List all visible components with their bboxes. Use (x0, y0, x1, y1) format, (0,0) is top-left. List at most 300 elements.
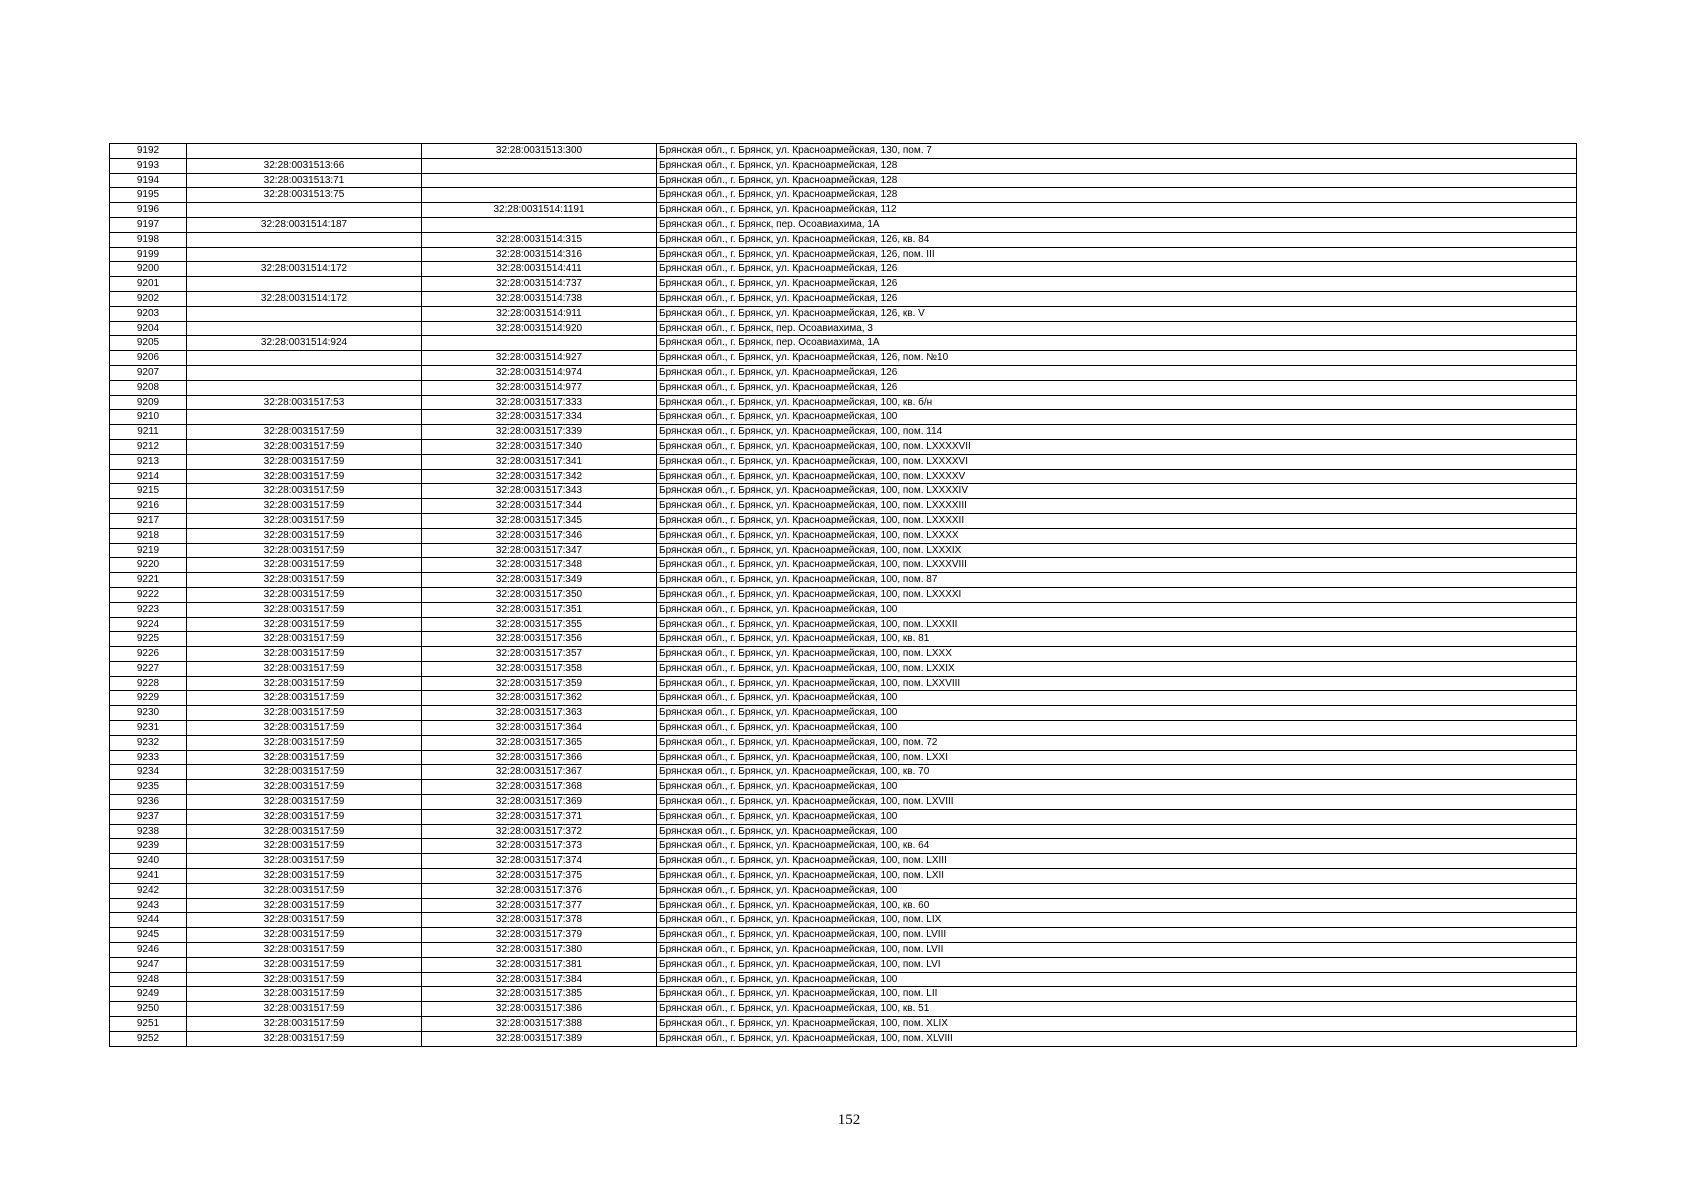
table-row (110, 898, 1577, 913)
parent-cadastral-number-cell (187, 277, 422, 292)
table-row (110, 1031, 1577, 1046)
object-cadastral-number-cell: 32:28:0031517:378 (422, 913, 657, 928)
parent-cadastral-number-cell: 32:28:0031517:59 (187, 913, 422, 928)
parent-cadastral-number-cell: 32:28:0031517:59 (187, 1017, 422, 1032)
address-cell: Брянская обл., г. Брянск, ул. Красноармейская, 126 (657, 277, 1577, 292)
parent-cadastral-number-cell: 32:28:0031517:59 (187, 647, 422, 662)
address-cell: Брянская обл., г. Брянск, ул. Красноармейская, 126, пом. №10 (657, 351, 1577, 366)
table-row (110, 499, 1577, 514)
address-cell: Брянская обл., г. Брянск, ул. Красноармейская, 100, пом. LXXXXVII (657, 439, 1577, 454)
parent-cadastral-number-cell: 32:28:0031517:59 (187, 602, 422, 617)
table-row (110, 661, 1577, 676)
row-number-cell: 9206 (110, 351, 187, 366)
row-number-cell: 9218 (110, 528, 187, 543)
row-number-cell: 9205 (110, 336, 187, 351)
object-cadastral-number-cell: 32:28:0031513:300 (422, 144, 657, 159)
object-cadastral-number-cell: 32:28:0031517:362 (422, 691, 657, 706)
object-cadastral-number-cell: 32:28:0031517:377 (422, 898, 657, 913)
parent-cadastral-number-cell: 32:28:0031517:59 (187, 528, 422, 543)
address-cell: Брянская обл., г. Брянск, ул. Красноармейская, 100 (657, 602, 1577, 617)
object-cadastral-number-cell: 32:28:0031517:385 (422, 987, 657, 1002)
object-cadastral-number-cell (422, 217, 657, 232)
table-row (110, 528, 1577, 543)
object-cadastral-number-cell: 32:28:0031517:366 (422, 750, 657, 765)
table-row (110, 602, 1577, 617)
object-cadastral-number-cell: 32:28:0031517:380 (422, 943, 657, 958)
row-number-cell: 9198 (110, 232, 187, 247)
table-row (110, 262, 1577, 277)
table-row (110, 795, 1577, 810)
parent-cadastral-number-cell: 32:28:0031517:59 (187, 869, 422, 884)
object-cadastral-number-cell: 32:28:0031517:340 (422, 439, 657, 454)
row-number-cell: 9200 (110, 262, 187, 277)
table-row (110, 824, 1577, 839)
row-number-cell: 9240 (110, 854, 187, 869)
address-cell: Брянская обл., г. Брянск, ул. Красноармейская, 100, кв. 70 (657, 765, 1577, 780)
row-number-cell: 9227 (110, 661, 187, 676)
table-row (110, 943, 1577, 958)
object-cadastral-number-cell: 32:28:0031517:373 (422, 839, 657, 854)
address-cell: Брянская обл., г. Брянск, ул. Красноармейская, 100, пом. LXXXXIII (657, 499, 1577, 514)
registry-sheet (109, 143, 1576, 1047)
parent-cadastral-number-cell: 32:28:0031517:59 (187, 1031, 422, 1046)
row-number-cell: 9193 (110, 158, 187, 173)
table-row (110, 336, 1577, 351)
object-cadastral-number-cell: 32:28:0031517:376 (422, 883, 657, 898)
object-cadastral-number-cell (422, 188, 657, 203)
parent-cadastral-number-cell: 32:28:0031517:59 (187, 632, 422, 647)
address-cell: Брянская обл., г. Брянск, ул. Красноармейская, 100, кв. 81 (657, 632, 1577, 647)
table-row (110, 1002, 1577, 1017)
row-number-cell: 9199 (110, 247, 187, 262)
object-cadastral-number-cell: 32:28:0031517:356 (422, 632, 657, 647)
object-cadastral-number-cell: 32:28:0031517:348 (422, 558, 657, 573)
table-row (110, 144, 1577, 159)
table-row (110, 277, 1577, 292)
object-cadastral-number-cell: 32:28:0031517:364 (422, 721, 657, 736)
address-cell: Брянская обл., г. Брянск, ул. Красноармейская, 100, пом. LXXXII (657, 617, 1577, 632)
address-cell: Брянская обл., г. Брянск, пер. Осоавиахима, 3 (657, 321, 1577, 336)
address-cell: Брянская обл., г. Брянск, ул. Красноармейская, 100, кв. б/н (657, 395, 1577, 410)
table-row (110, 351, 1577, 366)
table-row (110, 439, 1577, 454)
object-cadastral-number-cell: 32:28:0031517:339 (422, 425, 657, 440)
row-number-cell: 9234 (110, 765, 187, 780)
registry-table-body (110, 144, 1577, 1047)
row-number-cell: 9244 (110, 913, 187, 928)
row-number-cell: 9236 (110, 795, 187, 810)
parent-cadastral-number-cell: 32:28:0031517:59 (187, 454, 422, 469)
table-row (110, 173, 1577, 188)
address-cell: Брянская обл., г. Брянск, ул. Красноармейская, 128 (657, 158, 1577, 173)
object-cadastral-number-cell: 32:28:0031517:343 (422, 484, 657, 499)
parent-cadastral-number-cell: 32:28:0031514:187 (187, 217, 422, 232)
row-number-cell: 9248 (110, 972, 187, 987)
row-number-cell: 9216 (110, 499, 187, 514)
parent-cadastral-number-cell: 32:28:0031517:59 (187, 795, 422, 810)
parent-cadastral-number-cell: 32:28:0031513:66 (187, 158, 422, 173)
row-number-cell: 9208 (110, 380, 187, 395)
row-number-cell: 9209 (110, 395, 187, 410)
object-cadastral-number-cell: 32:28:0031514:737 (422, 277, 657, 292)
table-row (110, 188, 1577, 203)
object-cadastral-number-cell: 32:28:0031517:367 (422, 765, 657, 780)
object-cadastral-number-cell: 32:28:0031517:349 (422, 573, 657, 588)
object-cadastral-number-cell: 32:28:0031517:345 (422, 513, 657, 528)
table-row (110, 203, 1577, 218)
object-cadastral-number-cell: 32:28:0031517:350 (422, 587, 657, 602)
table-row (110, 513, 1577, 528)
table-row (110, 291, 1577, 306)
row-number-cell: 9202 (110, 291, 187, 306)
table-row (110, 158, 1577, 173)
row-number-cell: 9204 (110, 321, 187, 336)
object-cadastral-number-cell: 32:28:0031517:386 (422, 1002, 657, 1017)
row-number-cell: 9228 (110, 676, 187, 691)
table-row (110, 647, 1577, 662)
parent-cadastral-number-cell: 32:28:0031517:59 (187, 513, 422, 528)
address-cell: Брянская обл., г. Брянск, ул. Красноармейская, 100, пом. LXXXXI (657, 587, 1577, 602)
address-cell: Брянская обл., г. Брянск, ул. Красноармейская, 126, кв. V (657, 306, 1577, 321)
object-cadastral-number-cell: 32:28:0031517:381 (422, 957, 657, 972)
address-cell: Брянская обл., г. Брянск, пер. Осоавиахима, 1А (657, 217, 1577, 232)
row-number-cell: 9226 (110, 647, 187, 662)
address-cell: Брянская обл., г. Брянск, ул. Красноармейская, 126 (657, 291, 1577, 306)
object-cadastral-number-cell: 32:28:0031517:379 (422, 928, 657, 943)
object-cadastral-number-cell: 32:28:0031517:342 (422, 469, 657, 484)
object-cadastral-number-cell: 32:28:0031517:372 (422, 824, 657, 839)
object-cadastral-number-cell: 32:28:0031517:346 (422, 528, 657, 543)
parent-cadastral-number-cell: 32:28:0031517:59 (187, 587, 422, 602)
parent-cadastral-number-cell: 32:28:0031517:59 (187, 883, 422, 898)
parent-cadastral-number-cell: 32:28:0031517:59 (187, 573, 422, 588)
table-row (110, 1017, 1577, 1032)
registry-table (109, 143, 1577, 1047)
row-number-cell: 9237 (110, 809, 187, 824)
table-row (110, 410, 1577, 425)
object-cadastral-number-cell: 32:28:0031517:359 (422, 676, 657, 691)
table-row (110, 306, 1577, 321)
parent-cadastral-number-cell: 32:28:0031517:59 (187, 425, 422, 440)
row-number-cell: 9245 (110, 928, 187, 943)
parent-cadastral-number-cell (187, 351, 422, 366)
parent-cadastral-number-cell: 32:28:0031514:172 (187, 291, 422, 306)
row-number-cell: 9210 (110, 410, 187, 425)
row-number-cell: 9203 (110, 306, 187, 321)
object-cadastral-number-cell: 32:28:0031517:347 (422, 543, 657, 558)
row-number-cell: 9215 (110, 484, 187, 499)
address-cell: Брянская обл., г. Брянск, ул. Красноармейская, 100, пом. LXXX (657, 647, 1577, 662)
object-cadastral-number-cell: 32:28:0031514:738 (422, 291, 657, 306)
parent-cadastral-number-cell: 32:28:0031513:75 (187, 188, 422, 203)
address-cell: Брянская обл., г. Брянск, ул. Красноармейская, 100, кв. 64 (657, 839, 1577, 854)
table-row (110, 854, 1577, 869)
row-number-cell: 9223 (110, 602, 187, 617)
address-cell: Брянская обл., г. Брянск, ул. Красноармейская, 100, пом. LXXXIX (657, 543, 1577, 558)
row-number-cell: 9252 (110, 1031, 187, 1046)
address-cell: Брянская обл., г. Брянск, ул. Красноармейская, 126 (657, 262, 1577, 277)
row-number-cell: 9247 (110, 957, 187, 972)
address-cell: Брянская обл., г. Брянск, ул. Красноармейская, 100, пом. LXII (657, 869, 1577, 884)
row-number-cell: 9251 (110, 1017, 187, 1032)
object-cadastral-number-cell (422, 158, 657, 173)
object-cadastral-number-cell: 32:28:0031517:333 (422, 395, 657, 410)
object-cadastral-number-cell: 32:28:0031517:357 (422, 647, 657, 662)
object-cadastral-number-cell: 32:28:0031517:375 (422, 869, 657, 884)
table-row (110, 425, 1577, 440)
row-number-cell: 9250 (110, 1002, 187, 1017)
object-cadastral-number-cell: 32:28:0031514:411 (422, 262, 657, 277)
row-number-cell: 9212 (110, 439, 187, 454)
object-cadastral-number-cell: 32:28:0031514:911 (422, 306, 657, 321)
table-row (110, 721, 1577, 736)
object-cadastral-number-cell: 32:28:0031517:344 (422, 499, 657, 514)
table-row (110, 735, 1577, 750)
address-cell: Брянская обл., г. Брянск, пер. Осоавиахима, 1А (657, 336, 1577, 351)
parent-cadastral-number-cell: 32:28:0031517:59 (187, 765, 422, 780)
parent-cadastral-number-cell: 32:28:0031517:59 (187, 676, 422, 691)
table-row (110, 869, 1577, 884)
parent-cadastral-number-cell: 32:28:0031517:53 (187, 395, 422, 410)
table-row (110, 928, 1577, 943)
row-number-cell: 9239 (110, 839, 187, 854)
parent-cadastral-number-cell (187, 247, 422, 262)
row-number-cell: 9217 (110, 513, 187, 528)
parent-cadastral-number-cell: 32:28:0031517:59 (187, 824, 422, 839)
address-cell: Брянская обл., г. Брянск, ул. Красноармейская, 100 (657, 972, 1577, 987)
parent-cadastral-number-cell: 32:28:0031517:59 (187, 484, 422, 499)
row-number-cell: 9219 (110, 543, 187, 558)
address-cell: Брянская обл., г. Брянск, ул. Красноармейская, 128 (657, 188, 1577, 203)
row-number-cell: 9194 (110, 173, 187, 188)
address-cell: Брянская обл., г. Брянск, ул. Красноармейская, 100, кв. 51 (657, 1002, 1577, 1017)
table-row (110, 247, 1577, 262)
row-number-cell: 9195 (110, 188, 187, 203)
address-cell: Брянская обл., г. Брянск, ул. Красноармейская, 100, пом. XLIX (657, 1017, 1577, 1032)
table-row (110, 839, 1577, 854)
address-cell: Брянская обл., г. Брянск, ул. Красноармейская, 100, пом. LVI (657, 957, 1577, 972)
object-cadastral-number-cell (422, 173, 657, 188)
row-number-cell: 9243 (110, 898, 187, 913)
address-cell: Брянская обл., г. Брянск, ул. Красноармейская, 100, пом. LXXXXV (657, 469, 1577, 484)
table-row (110, 484, 1577, 499)
row-number-cell: 9196 (110, 203, 187, 218)
address-cell: Брянская обл., г. Брянск, ул. Красноармейская, 126 (657, 365, 1577, 380)
parent-cadastral-number-cell (187, 203, 422, 218)
parent-cadastral-number-cell: 32:28:0031517:59 (187, 721, 422, 736)
row-number-cell: 9214 (110, 469, 187, 484)
address-cell: Брянская обл., г. Брянск, ул. Красноармейская, 100, пом. LXXIX (657, 661, 1577, 676)
object-cadastral-number-cell: 32:28:0031514:974 (422, 365, 657, 380)
object-cadastral-number-cell: 32:28:0031517:384 (422, 972, 657, 987)
table-row (110, 780, 1577, 795)
parent-cadastral-number-cell: 32:28:0031517:59 (187, 957, 422, 972)
parent-cadastral-number-cell: 32:28:0031517:59 (187, 987, 422, 1002)
parent-cadastral-number-cell (187, 232, 422, 247)
row-number-cell: 9235 (110, 780, 187, 795)
table-row (110, 913, 1577, 928)
table-row (110, 632, 1577, 647)
address-cell: Брянская обл., г. Брянск, ул. Красноармейская, 130, пом. 7 (657, 144, 1577, 159)
parent-cadastral-number-cell: 32:28:0031514:924 (187, 336, 422, 351)
row-number-cell: 9207 (110, 365, 187, 380)
object-cadastral-number-cell: 32:28:0031517:334 (422, 410, 657, 425)
address-cell: Брянская обл., г. Брянск, ул. Красноармейская, 100 (657, 883, 1577, 898)
object-cadastral-number-cell: 32:28:0031514:927 (422, 351, 657, 366)
table-row (110, 543, 1577, 558)
address-cell: Брянская обл., г. Брянск, ул. Красноармейская, 100 (657, 780, 1577, 795)
object-cadastral-number-cell: 32:28:0031517:363 (422, 706, 657, 721)
parent-cadastral-number-cell: 32:28:0031517:59 (187, 499, 422, 514)
address-cell: Брянская обл., г. Брянск, ул. Красноармейская, 100, пом. LXVIII (657, 795, 1577, 810)
table-row (110, 617, 1577, 632)
table-row (110, 809, 1577, 824)
row-number-cell: 9221 (110, 573, 187, 588)
parent-cadastral-number-cell: 32:28:0031517:59 (187, 854, 422, 869)
address-cell: Брянская обл., г. Брянск, ул. Красноармейская, 112 (657, 203, 1577, 218)
table-row (110, 706, 1577, 721)
parent-cadastral-number-cell: 32:28:0031517:59 (187, 617, 422, 632)
address-cell: Брянская обл., г. Брянск, ул. Красноармейская, 100, пом. LXIII (657, 854, 1577, 869)
object-cadastral-number-cell: 32:28:0031514:1191 (422, 203, 657, 218)
table-row (110, 365, 1577, 380)
object-cadastral-number-cell: 32:28:0031517:365 (422, 735, 657, 750)
parent-cadastral-number-cell (187, 365, 422, 380)
table-row (110, 469, 1577, 484)
address-cell: Брянская обл., г. Брянск, ул. Красноармейская, 100, пом. LXXXX (657, 528, 1577, 543)
object-cadastral-number-cell: 32:28:0031514:977 (422, 380, 657, 395)
table-row (110, 883, 1577, 898)
object-cadastral-number-cell: 32:28:0031517:358 (422, 661, 657, 676)
address-cell: Брянская обл., г. Брянск, ул. Красноармейская, 100, пом. LIX (657, 913, 1577, 928)
row-number-cell: 9222 (110, 587, 187, 602)
object-cadastral-number-cell: 32:28:0031514:315 (422, 232, 657, 247)
row-number-cell: 9213 (110, 454, 187, 469)
table-row (110, 321, 1577, 336)
object-cadastral-number-cell: 32:28:0031514:920 (422, 321, 657, 336)
parent-cadastral-number-cell: 32:28:0031517:59 (187, 780, 422, 795)
row-number-cell: 9231 (110, 721, 187, 736)
address-cell: Брянская обл., г. Брянск, ул. Красноармейская, 100 (657, 824, 1577, 839)
address-cell: Брянская обл., г. Брянск, ул. Красноармейская, 100, пом. 114 (657, 425, 1577, 440)
table-row (110, 380, 1577, 395)
address-cell: Брянская обл., г. Брянск, ул. Красноармейская, 100 (657, 721, 1577, 736)
object-cadastral-number-cell: 32:28:0031517:351 (422, 602, 657, 617)
address-cell: Брянская обл., г. Брянск, ул. Красноармейская, 100, пом. LXXXVIII (657, 558, 1577, 573)
address-cell: Брянская обл., г. Брянск, ул. Красноармейская, 100, пом. LXXXXIV (657, 484, 1577, 499)
parent-cadastral-number-cell: 32:28:0031517:59 (187, 750, 422, 765)
address-cell: Брянская обл., г. Брянск, ул. Красноармейская, 100, пом. LVII (657, 943, 1577, 958)
row-number-cell: 9220 (110, 558, 187, 573)
table-row (110, 587, 1577, 602)
table-row (110, 573, 1577, 588)
object-cadastral-number-cell: 32:28:0031517:371 (422, 809, 657, 824)
parent-cadastral-number-cell: 32:28:0031517:59 (187, 839, 422, 854)
table-row (110, 987, 1577, 1002)
table-row (110, 750, 1577, 765)
parent-cadastral-number-cell: 32:28:0031513:71 (187, 173, 422, 188)
object-cadastral-number-cell: 32:28:0031517:374 (422, 854, 657, 869)
row-number-cell: 9238 (110, 824, 187, 839)
table-row (110, 232, 1577, 247)
parent-cadastral-number-cell: 32:28:0031517:59 (187, 928, 422, 943)
parent-cadastral-number-cell: 32:28:0031517:59 (187, 558, 422, 573)
row-number-cell: 9229 (110, 691, 187, 706)
address-cell: Брянская обл., г. Брянск, ул. Красноармейская, 100, пом. LXXVIII (657, 676, 1577, 691)
address-cell: Брянская обл., г. Брянск, ул. Красноармейская, 100, пом. LXXXXII (657, 513, 1577, 528)
object-cadastral-number-cell: 32:28:0031514:316 (422, 247, 657, 262)
table-row (110, 691, 1577, 706)
row-number-cell: 9192 (110, 144, 187, 159)
address-cell: Брянская обл., г. Брянск, ул. Красноармейская, 100, пом. XLVIII (657, 1031, 1577, 1046)
parent-cadastral-number-cell: 32:28:0031517:59 (187, 809, 422, 824)
parent-cadastral-number-cell: 32:28:0031517:59 (187, 735, 422, 750)
parent-cadastral-number-cell: 32:28:0031517:59 (187, 943, 422, 958)
object-cadastral-number-cell: 32:28:0031517:369 (422, 795, 657, 810)
parent-cadastral-number-cell: 32:28:0031514:172 (187, 262, 422, 277)
object-cadastral-number-cell: 32:28:0031517:389 (422, 1031, 657, 1046)
parent-cadastral-number-cell (187, 410, 422, 425)
address-cell: Брянская обл., г. Брянск, ул. Красноармейская, 100, пом. LVIII (657, 928, 1577, 943)
parent-cadastral-number-cell (187, 306, 422, 321)
row-number-cell: 9225 (110, 632, 187, 647)
parent-cadastral-number-cell: 32:28:0031517:59 (187, 1002, 422, 1017)
row-number-cell: 9211 (110, 425, 187, 440)
address-cell: Брянская обл., г. Брянск, ул. Красноармейская, 128 (657, 173, 1577, 188)
object-cadastral-number-cell: 32:28:0031517:341 (422, 454, 657, 469)
address-cell: Брянская обл., г. Брянск, ул. Красноармейская, 100 (657, 706, 1577, 721)
parent-cadastral-number-cell (187, 321, 422, 336)
address-cell: Брянская обл., г. Брянск, ул. Красноармейская, 100, пом. 72 (657, 735, 1577, 750)
address-cell: Брянская обл., г. Брянск, ул. Красноармейская, 100 (657, 691, 1577, 706)
parent-cadastral-number-cell (187, 144, 422, 159)
row-number-cell: 9246 (110, 943, 187, 958)
address-cell: Брянская обл., г. Брянск, ул. Красноармейская, 126, пом. III (657, 247, 1577, 262)
row-number-cell: 9232 (110, 735, 187, 750)
address-cell: Брянская обл., г. Брянск, ул. Красноармейская, 100, пом. LII (657, 987, 1577, 1002)
page-number: 152 (837, 1112, 861, 1128)
row-number-cell: 9249 (110, 987, 187, 1002)
table-row (110, 957, 1577, 972)
parent-cadastral-number-cell: 32:28:0031517:59 (187, 439, 422, 454)
parent-cadastral-number-cell: 32:28:0031517:59 (187, 543, 422, 558)
address-cell: Брянская обл., г. Брянск, ул. Красноармейская, 100 (657, 410, 1577, 425)
parent-cadastral-number-cell: 32:28:0031517:59 (187, 661, 422, 676)
parent-cadastral-number-cell: 32:28:0031517:59 (187, 469, 422, 484)
object-cadastral-number-cell (422, 336, 657, 351)
object-cadastral-number-cell: 32:28:0031517:355 (422, 617, 657, 632)
row-number-cell: 9224 (110, 617, 187, 632)
parent-cadastral-number-cell (187, 380, 422, 395)
row-number-cell: 9242 (110, 883, 187, 898)
table-row (110, 217, 1577, 232)
address-cell: Брянская обл., г. Брянск, ул. Красноармейская, 100 (657, 809, 1577, 824)
table-row (110, 676, 1577, 691)
table-row (110, 558, 1577, 573)
row-number-cell: 9201 (110, 277, 187, 292)
table-row (110, 972, 1577, 987)
address-cell: Брянская обл., г. Брянск, ул. Красноармейская, 126 (657, 380, 1577, 395)
row-number-cell: 9241 (110, 869, 187, 884)
address-cell: Брянская обл., г. Брянск, ул. Красноармейская, 100, пом. 87 (657, 573, 1577, 588)
table-row (110, 454, 1577, 469)
row-number-cell: 9230 (110, 706, 187, 721)
address-cell: Брянская обл., г. Брянск, ул. Красноармейская, 100, кв. 60 (657, 898, 1577, 913)
address-cell: Брянская обл., г. Брянск, ул. Красноармейская, 100, пом. LXXXXVI (657, 454, 1577, 469)
parent-cadastral-number-cell: 32:28:0031517:59 (187, 898, 422, 913)
address-cell: Брянская обл., г. Брянск, ул. Красноармейская, 126, кв. 84 (657, 232, 1577, 247)
table-row (110, 765, 1577, 780)
